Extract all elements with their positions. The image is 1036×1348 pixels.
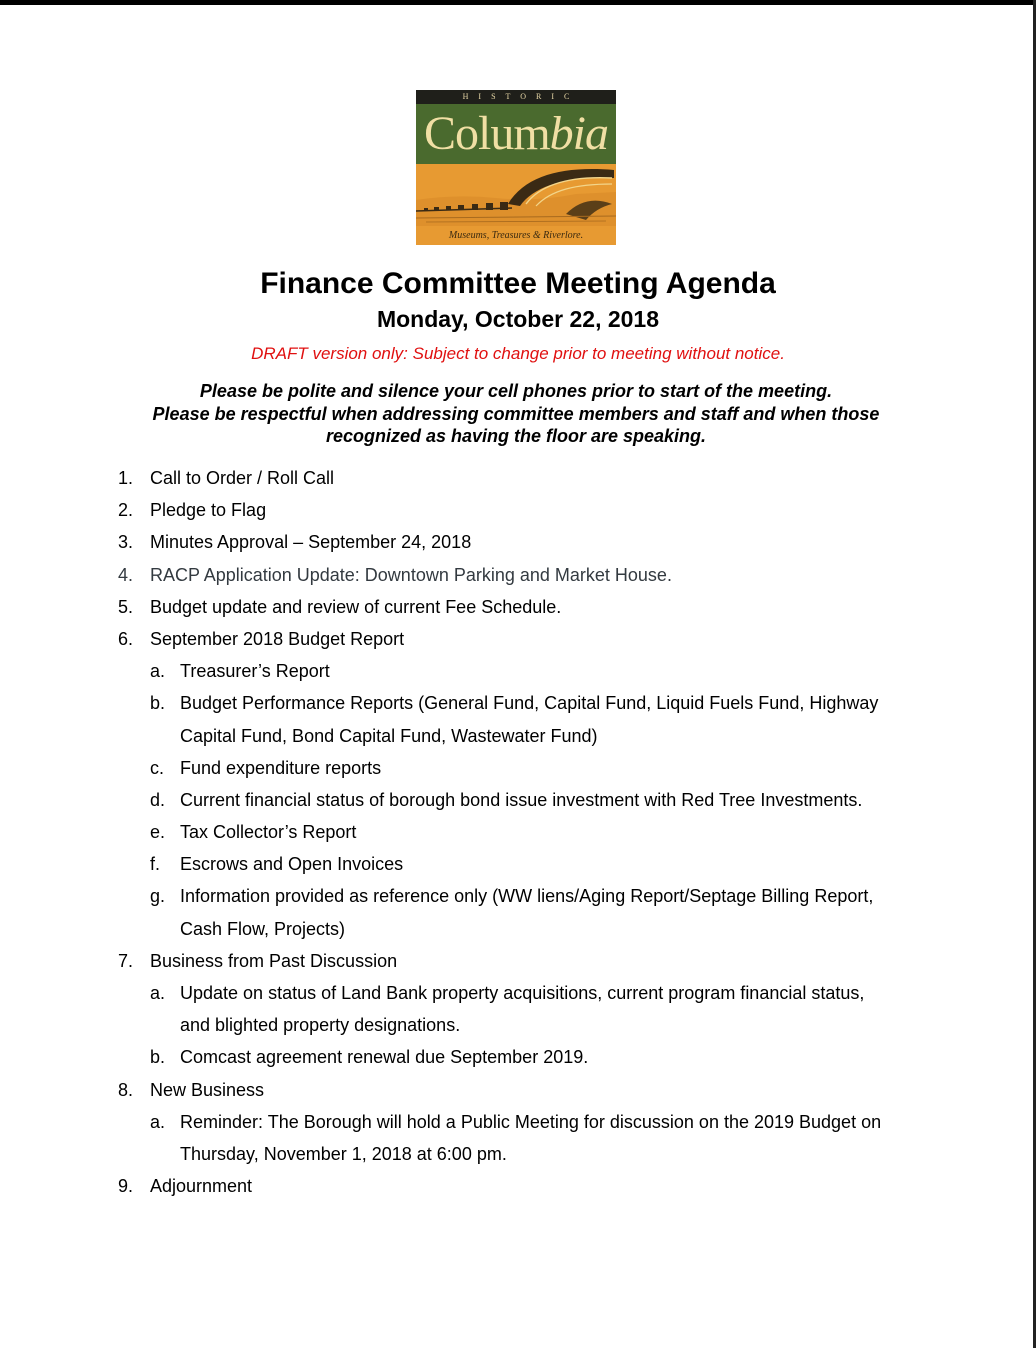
agenda-subitem-letter: a. xyxy=(150,983,166,1003)
etiquette-line: recognized as having the floor are speaking. xyxy=(325,426,707,446)
agenda-item xyxy=(0,526,1036,558)
bridge-illustration-icon xyxy=(416,164,616,226)
agenda-subitem xyxy=(0,655,1036,687)
agenda-subitem xyxy=(0,1106,1036,1138)
agenda-subitem-continuation xyxy=(0,1009,1036,1041)
agenda-subitem xyxy=(0,752,1036,784)
agenda-item-text: September 2018 Budget Report xyxy=(150,628,405,649)
historic-columbia-logo xyxy=(416,90,616,245)
agenda-item-number: 5. xyxy=(118,596,134,617)
etiquette-line: Please be respectful when addressing committee members and staff and when those xyxy=(152,403,880,424)
agenda-item-number: 8. xyxy=(118,1079,134,1100)
agenda-item-text: Adjournment xyxy=(150,1176,253,1197)
agenda-subitem-text: Cash Flow, Projects) xyxy=(180,918,346,939)
agenda-item-number: 1. xyxy=(118,468,134,488)
agenda-list xyxy=(0,462,1036,1202)
agenda-subitem-text: Escrows and Open Invoices xyxy=(180,854,404,875)
logo-wordmark-italic: bia xyxy=(549,107,609,160)
agenda-subitem xyxy=(0,1041,1036,1073)
agenda-item xyxy=(0,559,1036,591)
agenda-subitem-text: Budget Performance Reports (General Fund, Capital Fund, Liquid Fuels Fund, Highway xyxy=(180,693,879,714)
agenda-subitem-letter: g. xyxy=(150,886,166,907)
agenda-subitem xyxy=(0,784,1036,816)
agenda-item xyxy=(0,1074,1036,1106)
agenda-item-number: 3. xyxy=(118,532,134,553)
agenda-subitem-continuation xyxy=(0,913,1036,945)
agenda-subitem-text: Tax Collector’s Report xyxy=(180,822,357,843)
agenda-item-number: 6. xyxy=(118,628,134,649)
agenda-item-number: 4. xyxy=(118,564,134,585)
agenda-subitem-text: and blighted property designations. xyxy=(180,1015,461,1036)
logo-tagline: Museums, Treasures & Riverlore. xyxy=(448,230,584,241)
agenda-item-text: RACP Application Update: Downtown Parking and Market House. xyxy=(150,564,672,585)
agenda-subitem-text: Reminder: The Borough will hold a Public Meeting for discussion on the 2019 Budget on xyxy=(180,1111,882,1132)
agenda-item-number: 9. xyxy=(118,1176,134,1197)
agenda-item xyxy=(0,462,1036,494)
agenda-subitem-continuation xyxy=(0,720,1036,752)
page-top-border xyxy=(0,0,1036,5)
agenda-subitem-text: Update on status of Land Bank property acquisitions, current program financial status, xyxy=(180,983,865,1003)
agenda-item-text: Pledge to Flag xyxy=(150,500,267,521)
agenda-item-text: Business from Past Discussion xyxy=(150,950,398,971)
agenda-subitem-letter: d. xyxy=(150,789,166,810)
agenda-item-text: Budget update and review of current Fee Schedule. xyxy=(150,596,562,617)
etiquette-line: Please be polite and silence your cell phones prior to start of the meeting. xyxy=(199,381,833,401)
agenda-subitem-letter: b. xyxy=(150,693,166,714)
agenda-subitem-text: Thursday, November 1, 2018 at 6:00 pm. xyxy=(180,1143,507,1164)
agenda-item xyxy=(0,1170,1036,1202)
page-title: Finance Committee Meeting Agenda xyxy=(260,267,776,300)
agenda-subitem-continuation xyxy=(0,1138,1036,1170)
agenda-subitem-letter: c. xyxy=(150,757,165,778)
agenda-subitem-text: Treasurer’s Report xyxy=(180,661,330,682)
agenda-subitem xyxy=(0,977,1036,1009)
agenda-subitem-letter: a. xyxy=(150,1111,166,1132)
agenda-item xyxy=(0,623,1036,655)
agenda-item-text: Minutes Approval – September 24, 2018 xyxy=(150,532,472,553)
agenda-subitem-letter: f. xyxy=(150,854,161,875)
agenda-subitem xyxy=(0,880,1036,912)
agenda-item xyxy=(0,591,1036,623)
agenda-item xyxy=(0,494,1036,526)
agenda-subitem-text: Information provided as reference only (WW liens/Aging Report/Septage Billing Report, xyxy=(180,886,874,907)
agenda-item-text: New Business xyxy=(150,1079,265,1100)
agenda-subitem-text: Comcast agreement renewal due September 2019. xyxy=(180,1047,589,1068)
etiquette-notice xyxy=(100,380,932,448)
agenda-item-number: 7. xyxy=(118,950,134,971)
agenda-item-text: Call to Order / Roll Call xyxy=(150,468,335,488)
agenda-subitem-letter: e. xyxy=(150,822,166,843)
agenda-subitem-text: Fund expenditure reports xyxy=(180,757,382,778)
agenda-subitem xyxy=(0,848,1036,880)
agenda-subitem-letter: a. xyxy=(150,661,166,682)
agenda-subitem-text: Current financial status of borough bond issue investment with Red Tree Investments. xyxy=(180,789,863,810)
agenda-subitem xyxy=(0,687,1036,719)
logo-wordmark xyxy=(416,104,616,164)
logo-historic-text: HISTORIC xyxy=(416,90,616,104)
agenda-item-number: 2. xyxy=(118,500,134,521)
meeting-date: Monday, October 22, 2018 xyxy=(376,306,660,332)
agenda-subitem xyxy=(0,816,1036,848)
draft-notice: DRAFT version only: Subject to change prior to meeting without notice. xyxy=(251,344,785,363)
agenda-subitem-letter: b. xyxy=(150,1047,166,1068)
logo-wordmark-plain: Colum xyxy=(423,107,550,160)
agenda-item xyxy=(0,945,1036,977)
agenda-subitem-text: Capital Fund, Bond Capital Fund, Wastewater Fund) xyxy=(180,725,598,746)
